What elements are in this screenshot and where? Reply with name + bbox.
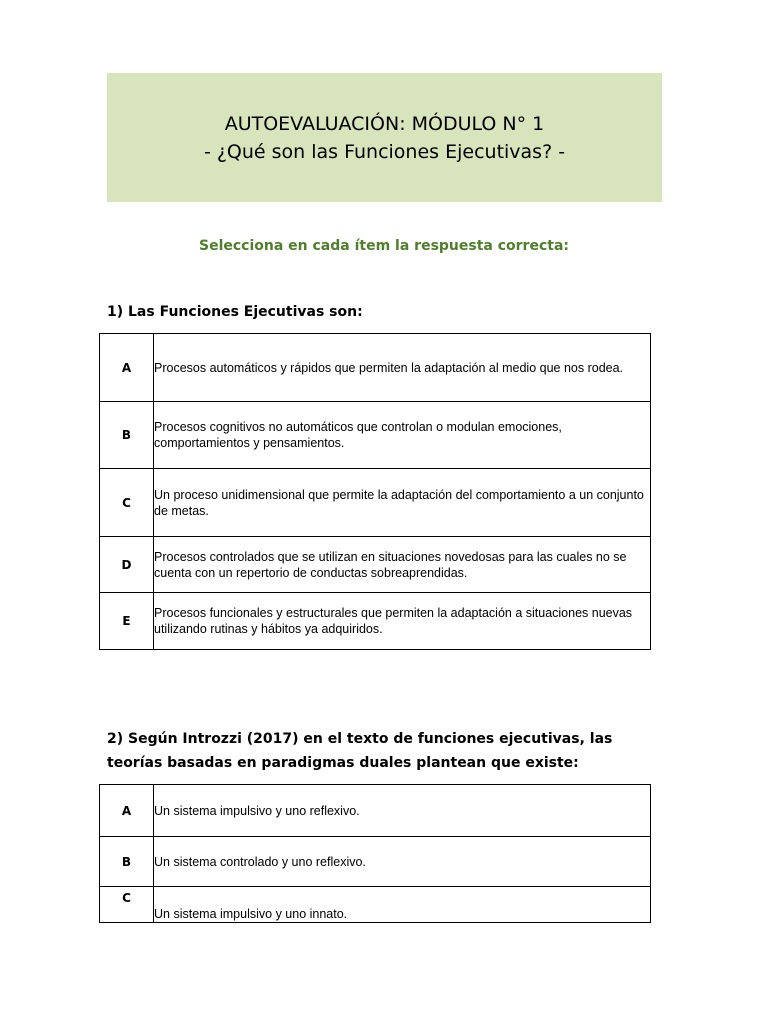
option-text: Un sistema impulsivo y uno innato. <box>154 887 651 923</box>
option-text: Procesos automáticos y rápidos que permiten la adaptación al medio que nos rodea. <box>154 334 651 402</box>
option-letter: C <box>100 887 154 923</box>
question-1-options-table <box>99 333 651 650</box>
question-2-text: 2) Según Introzzi (2017) en el texto de funciones ejecutivas, las teorías basadas en paradigmas duales plantean que existe: <box>107 731 613 771</box>
option-letter: B <box>100 837 154 887</box>
page-subtitle: - ¿Qué son las Funciones Ejecutivas? - <box>203 140 566 163</box>
option-row-b[interactable] <box>100 837 651 887</box>
option-letter: D <box>100 537 154 593</box>
option-row-c[interactable] <box>100 887 651 923</box>
option-letter: A <box>100 334 154 402</box>
option-row-d[interactable] <box>100 537 651 593</box>
option-text: Procesos funcionales y estructurales que permiten la adaptación a situaciones nuevas utilizando rutinas y hábitos ya adquiridos. <box>154 593 651 650</box>
header-box <box>107 73 662 202</box>
option-text: Un sistema controlado y uno reflexivo. <box>154 837 651 887</box>
page-title: AUTOEVALUACIÓN: MÓDULO N° 1 <box>224 112 545 135</box>
option-letter: B <box>100 402 154 469</box>
option-row-b[interactable] <box>100 402 651 469</box>
option-text: Procesos cognitivos no automáticos que controlan o modulan emociones, comportamientos y pensamientos. <box>154 402 651 469</box>
option-row-c[interactable] <box>100 469 651 537</box>
option-text: Procesos controlados que se utilizan en situaciones novedosas para las cuales no se cuenta con un repertorio de conductas sobreaprendidas. <box>154 537 651 593</box>
option-row-a[interactable] <box>100 785 651 837</box>
instruction-text: Selecciona en cada ítem la respuesta correcta: <box>199 238 569 254</box>
question-1-text: 1) Las Funciones Ejecutivas son: <box>107 304 363 320</box>
question-2-options-table <box>99 784 651 923</box>
option-letter: A <box>100 785 154 837</box>
option-letter: E <box>100 593 154 650</box>
option-text: Un sistema impulsivo y uno reflexivo. <box>154 785 651 837</box>
option-letter: C <box>100 469 154 537</box>
option-row-a[interactable] <box>100 334 651 402</box>
option-row-e[interactable] <box>100 593 651 650</box>
option-text: Un proceso unidimensional que permite la adaptación del comportamiento a un conjunto de metas. <box>154 469 651 537</box>
